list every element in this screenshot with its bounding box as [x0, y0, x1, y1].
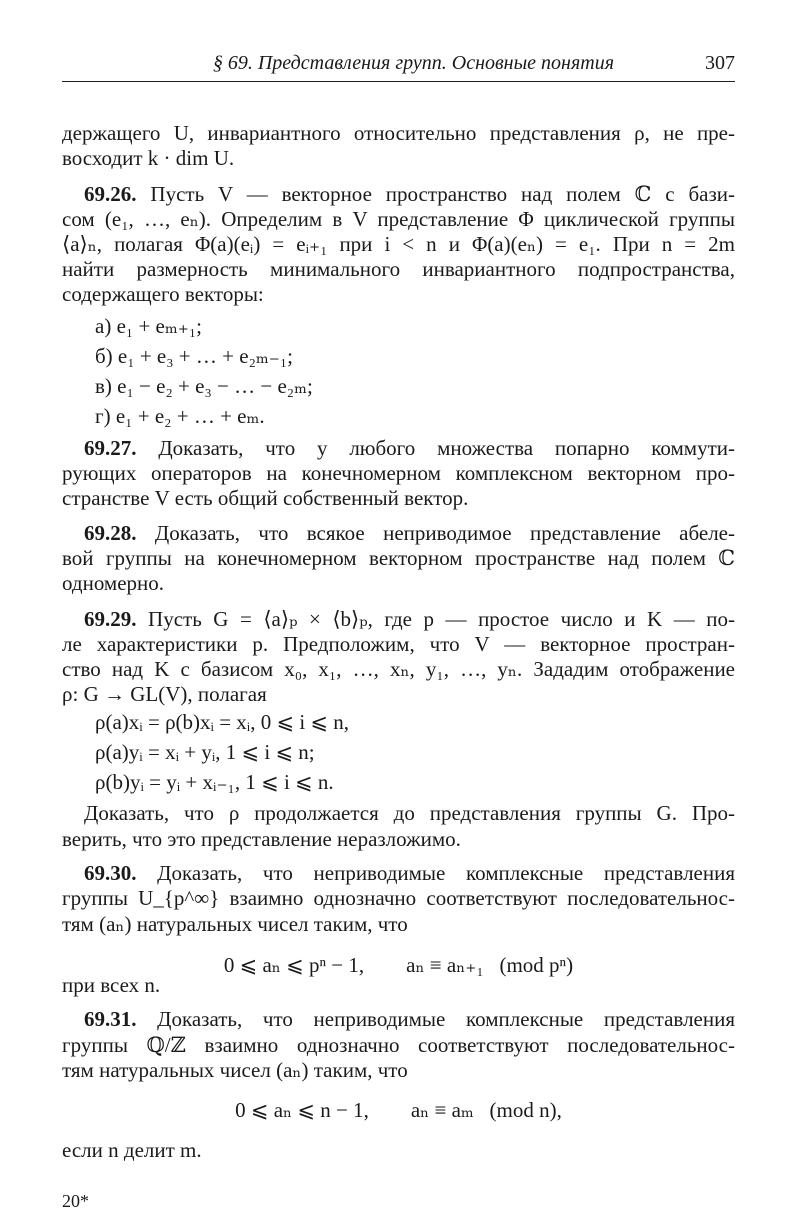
- signature-mark: 20*: [62, 1191, 89, 1211]
- line-text: в) e₁ − e₂ + e₃ − … − e₂ₘ;: [95, 374, 313, 398]
- text-line: [62, 972, 735, 998]
- text-line: [62, 826, 735, 852]
- text-line: [62, 631, 735, 657]
- line-text: Доказать, что неприводимые комплексные представления: [157, 1007, 736, 1031]
- text-line: [62, 545, 735, 571]
- text-line: [62, 120, 735, 146]
- problem-first-line: [84, 606, 735, 632]
- text-line: [62, 570, 735, 596]
- text-line: [95, 373, 735, 399]
- text-line: [62, 1032, 735, 1058]
- text-line: [62, 485, 735, 511]
- line-text: восходит k · dim U.: [62, 146, 235, 170]
- text-line: [95, 709, 735, 735]
- line-text: ρ(a)yᵢ = xᵢ + yᵢ, 1 ⩽ i ⩽ n;: [95, 740, 315, 764]
- text-line: [95, 313, 735, 339]
- problem-number: 69.30.: [84, 861, 137, 885]
- header-rule: [62, 81, 735, 82]
- line-text: содержащего векторы:: [62, 282, 264, 306]
- line-text: тям натуральных чисел (aₙ) таким, что: [62, 1058, 408, 1082]
- line-text: рующих операторов на конечномерном комплексном векторном про-: [62, 461, 735, 485]
- problem-first-line: [84, 1006, 735, 1032]
- line-text: ⟨a⟩ₙ, полагая Φ(a)(eᵢ) = eᵢ₊₁ при i < n и Φ(a)(eₙ) = e₁. При n = 2m: [62, 232, 735, 256]
- line-text: сом (e₁, …, eₙ). Определим в V представление Φ циклической группы: [62, 207, 735, 231]
- text-line: [62, 656, 735, 682]
- text-line: [62, 206, 735, 232]
- line-text: группы ℚ/ℤ взаимно однозначно соответствуют последовательнос-: [62, 1033, 735, 1057]
- text-line: [62, 885, 735, 911]
- line-text: найти размерность минимального инвариантного подпространства,: [62, 257, 735, 281]
- text-line: [62, 256, 735, 282]
- line-text: вой группы на конечномерном векторном пространстве над полем ℂ: [62, 546, 735, 570]
- problem-number: 69.27.: [84, 436, 137, 460]
- text-line: [62, 281, 735, 307]
- text-line: [62, 460, 735, 486]
- line-text: если n делит m.: [62, 1138, 202, 1162]
- display-formula: 0 ⩽ aₙ ⩽ pⁿ − 1, aₙ ≡ aₙ₊₁ (mod pⁿ): [223, 953, 574, 977]
- line-text: Доказать, что неприводимые комплексные представления: [157, 861, 736, 885]
- problem-number: 69.31.: [84, 1007, 137, 1031]
- text-line: [95, 343, 735, 369]
- line-text: Доказать, что всякое неприводимое представление абеле-: [154, 521, 735, 545]
- text-line: [62, 1057, 735, 1083]
- text-line: [62, 1137, 735, 1163]
- line-text: держащего U, инвариантного относительно представления ρ, не пре-: [62, 121, 735, 145]
- text-line: [95, 739, 735, 765]
- text-line: [95, 403, 735, 429]
- line-text: ρ(b)yᵢ = yᵢ + xᵢ₋₁, 1 ⩽ i ⩽ n.: [95, 770, 334, 794]
- text-line: [95, 769, 735, 795]
- running-title: § 69. Представления групп. Основные понятия: [212, 52, 614, 74]
- line-text: г) e₁ + e₂ + … + eₘ.: [95, 404, 265, 428]
- problem-first-line: [84, 860, 735, 886]
- line-text: ρ(a)xᵢ = ρ(b)xᵢ = xᵢ, 0 ⩽ i ⩽ n,: [95, 710, 350, 734]
- problem-first-line: [84, 435, 735, 461]
- line-text: б) e₁ + e₃ + … + e₂ₘ₋₁;: [95, 344, 294, 368]
- problem-number: 69.26.: [84, 182, 137, 206]
- line-text: Пусть V — векторное пространство над полем ℂ с бази-: [150, 182, 735, 206]
- text-line: [62, 911, 735, 937]
- display-formula: 0 ⩽ aₙ ⩽ n − 1, aₙ ≡ aₘ (mod n),: [235, 1098, 562, 1122]
- line-text: при всех n.: [62, 973, 161, 997]
- problem-number: 69.29.: [84, 607, 137, 631]
- line-text: группы U_{p^∞} взаимно однозначно соответствуют последовательнос-: [62, 886, 735, 910]
- line-text: ле характеристики p. Предположим, что V — векторное простран-: [62, 632, 735, 656]
- text-line: [84, 800, 735, 826]
- line-text: Пусть G = ⟨a⟩ₚ × ⟨b⟩ₚ, где p — простое число и K — по-: [148, 607, 735, 631]
- line-text: тям (aₙ) натуральных чисел таким, что: [62, 912, 408, 936]
- page-number: 307: [705, 52, 735, 74]
- line-text: Доказать, что ρ продолжается до представления группы G. Про-: [84, 801, 735, 825]
- line-text: одномерно.: [62, 571, 165, 595]
- line-text: Доказать, что у любого множества попарно коммути-: [158, 436, 735, 460]
- problem-first-line: [84, 181, 735, 207]
- line-text: а) e₁ + eₘ₊₁;: [95, 314, 202, 338]
- line-text: верить, что это представление неразложимо.: [62, 827, 461, 851]
- text-line: [62, 231, 735, 257]
- problem-first-line: [84, 520, 735, 546]
- line-text: странстве V есть общий собственный вектор.: [62, 486, 469, 510]
- line-text: ρ: G → GL(V), полагая: [62, 682, 267, 706]
- line-text: ство над K с базисом x₀, x₁, …, xₙ, y₁, …, yₙ. Зададим отображение: [62, 657, 735, 681]
- problem-number: 69.28.: [84, 521, 137, 545]
- text-line: [62, 681, 735, 707]
- text-line: [62, 145, 735, 171]
